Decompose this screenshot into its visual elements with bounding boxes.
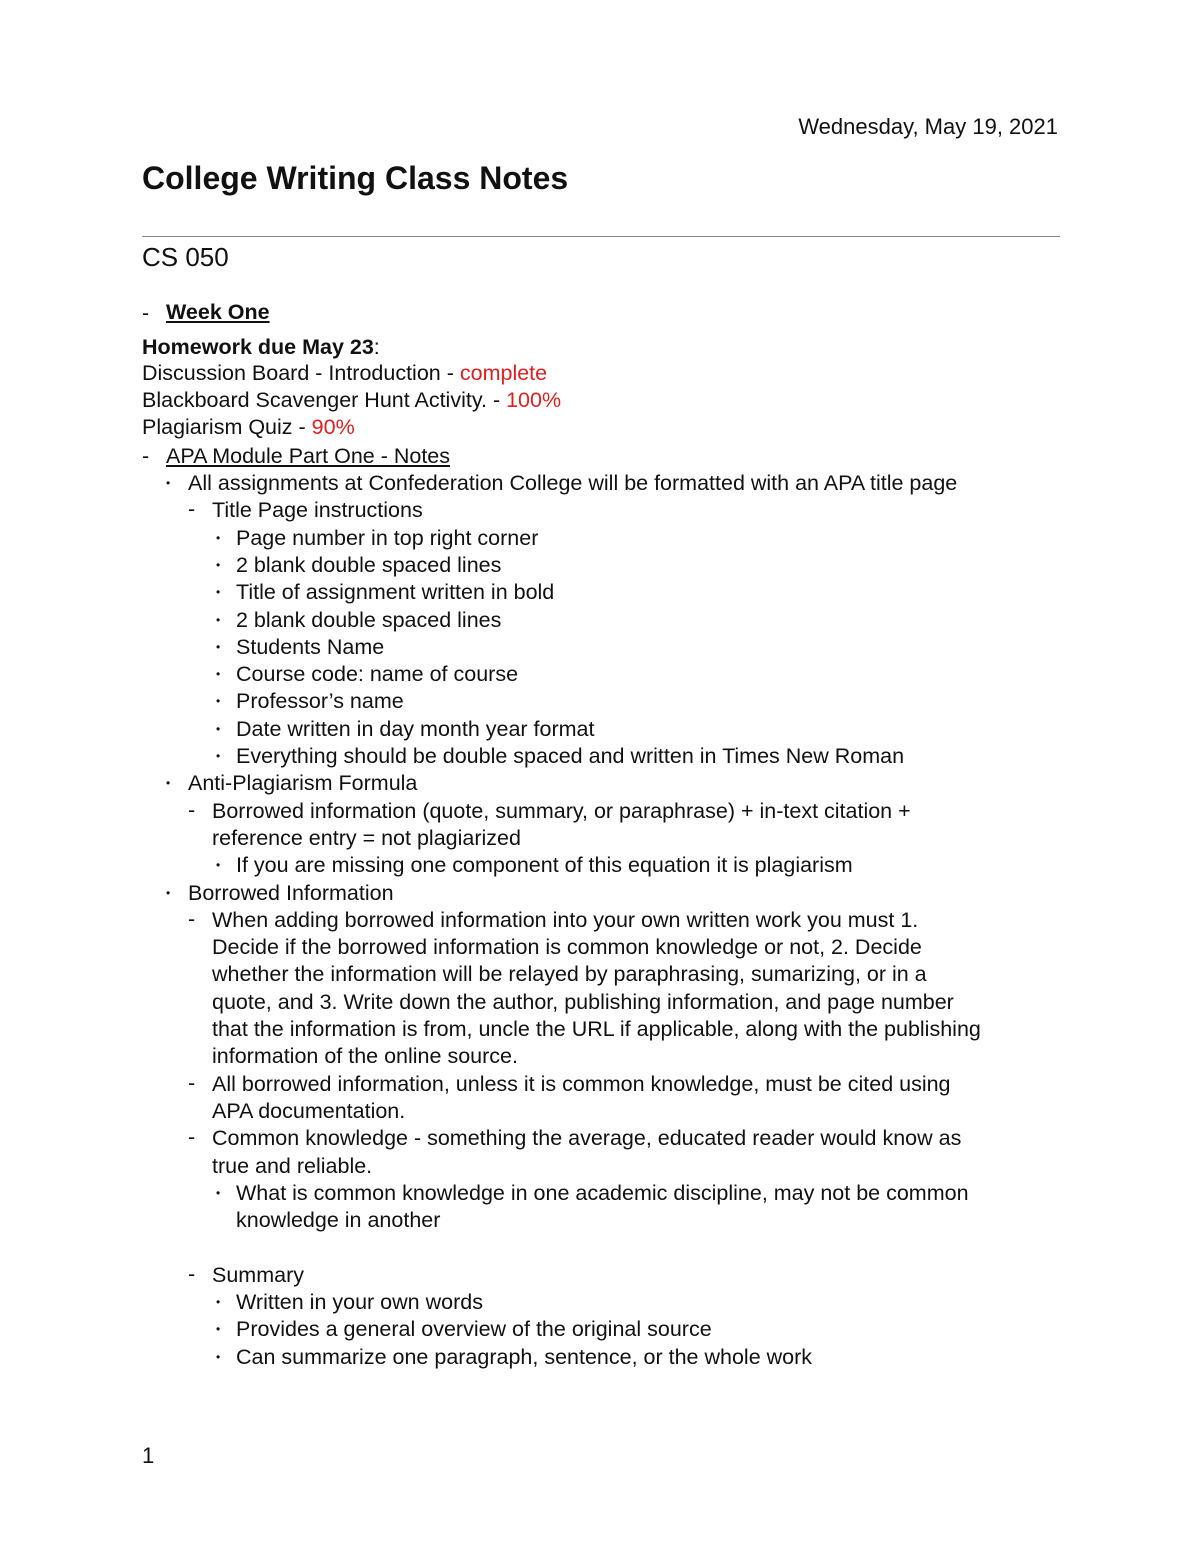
note-line: All borrowed information, unless it is common knowledge, must be cited using [212, 1071, 951, 1096]
note-line: quote, and 3. Write down the author, publishing information, and page number [212, 989, 954, 1014]
course-code: CS 050 [142, 242, 229, 272]
note-line: 2 blank double spaced lines [236, 607, 502, 632]
note-line: Students Name [236, 634, 385, 659]
note-line: Written in your own words [236, 1290, 483, 1314]
homework-item-label: Blackboard Scavenger Hunt Activity. - [142, 388, 507, 412]
bullet-marker: • [216, 1349, 221, 1364]
note-line: Decide if the borrowed information is common knowledge or not, 2. Decide [212, 935, 922, 960]
homework-item [142, 387, 561, 414]
note-line: Can summarize one paragraph, sentence, or the whole work [236, 1344, 813, 1369]
homework-item-status: complete [459, 361, 548, 385]
apa-module-heading: APA Module Part One - Notes [166, 444, 451, 468]
note-line: All assignments at Confederation College will be formatted with an APA title page [188, 471, 958, 495]
homework-item-status: 90% [311, 415, 355, 439]
note-line: Professor’s name [236, 689, 404, 714]
note-line: Common knowledge - something the average, educated reader would know as [212, 1126, 962, 1151]
homework-heading-colon: : [373, 335, 380, 359]
bullet-marker: • [216, 858, 221, 873]
homework-heading-text: Homework due May 23 [142, 335, 374, 359]
dash-marker: - [188, 1125, 196, 1150]
page-number: 1 [142, 1443, 155, 1468]
note-line: Summary [212, 1262, 304, 1287]
week-dash-marker: - [142, 301, 150, 325]
bullet-marker: • [216, 585, 221, 600]
bullet-marker: • [166, 476, 171, 490]
homework-item [142, 414, 355, 441]
note-line: reference entry = not plagiarized [212, 825, 521, 850]
homework-item-label: Plagiarism Quiz - [142, 415, 312, 439]
bullet-marker: • [216, 1322, 221, 1337]
note-line: When adding borrowed information into your own written work you must 1. [212, 907, 919, 932]
note-line: information of the online source. [212, 1044, 518, 1069]
note-line: Everything should be double spaced and written in Times New Roman [236, 744, 905, 768]
dash-marker: - [188, 906, 196, 931]
note-line: whether the information will be relayed by paraphrasing, sumarizing, or in a [212, 962, 927, 987]
homework-item-label: Discussion Board - Introduction - [142, 361, 460, 385]
dash-marker: - [188, 1261, 196, 1286]
note-line: What is common knowledge in one academic discipline, may not be common [236, 1180, 969, 1205]
bullet-marker: • [166, 776, 171, 791]
note-line: Title of assignment written in bold [236, 580, 555, 605]
note-line: Course code: name of course [236, 662, 519, 687]
homework-heading [142, 334, 380, 361]
note-line: Borrowed Information [188, 880, 394, 905]
bullet-marker: • [216, 612, 221, 627]
bullet-marker: • [216, 667, 221, 682]
note-line: Anti-Plagiarism Formula [188, 771, 418, 796]
bullet-marker: • [216, 639, 221, 654]
note-line: 2 blank double spaced lines [236, 552, 502, 577]
note-line: Provides a general overview of the original source [236, 1317, 712, 1342]
title-divider [142, 236, 1060, 237]
note-line: APA documentation. [212, 1098, 406, 1123]
bullet-marker: • [216, 721, 221, 736]
apa-dash-marker: - [142, 444, 150, 468]
note-line: Date written in day month year format [236, 716, 595, 741]
note-line: that the information is from, uncle the URL if applicable, along with the publishing [212, 1017, 981, 1041]
homework-item [142, 360, 547, 387]
bullet-marker: • [216, 1185, 221, 1200]
bullet-marker: • [216, 749, 221, 763]
bullet-marker: • [166, 885, 171, 900]
note-line: If you are missing one component of this equation it is plagiarism [236, 853, 853, 878]
document-date: Wednesday, May 19, 2021 [798, 114, 1058, 139]
week-heading: Week One [166, 300, 270, 324]
note-line: Title Page instructions [212, 498, 423, 523]
note-line: knowledge in another [236, 1208, 441, 1233]
bullet-marker: • [216, 557, 221, 572]
bullet-marker: • [216, 530, 221, 545]
note-line: true and reliable. [212, 1153, 373, 1178]
dash-marker: - [188, 497, 196, 522]
homework-item-status: 100% [506, 388, 562, 412]
note-line: Borrowed information (quote, summary, or paraphrase) + in-text citation + [212, 798, 911, 823]
page-title: College Writing Class Notes [142, 160, 569, 196]
bullet-marker: • [216, 1295, 221, 1309]
dash-marker: - [188, 1070, 196, 1095]
dash-marker: - [188, 797, 196, 822]
note-line: Page number in top right corner [236, 525, 539, 550]
bullet-marker: • [216, 694, 221, 709]
